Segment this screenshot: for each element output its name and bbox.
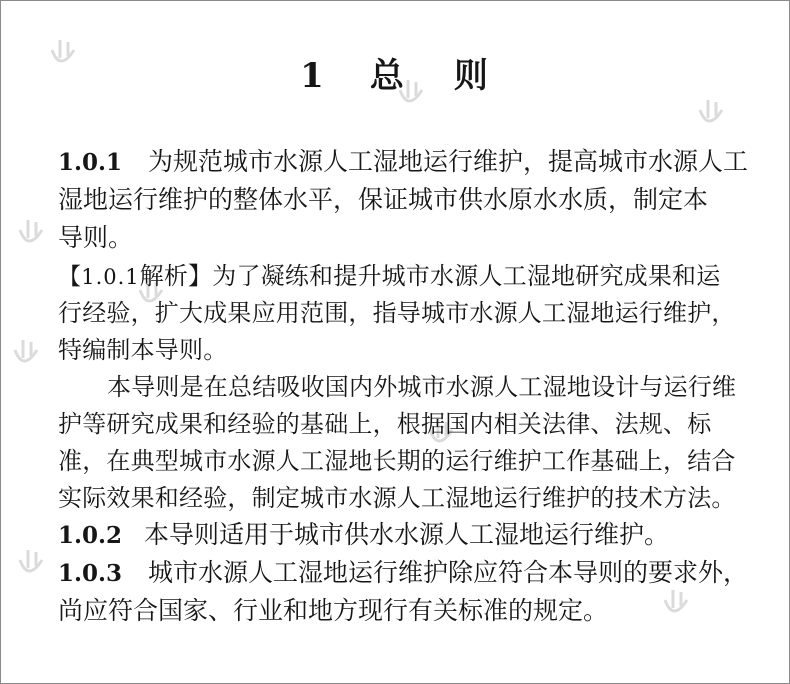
- clause-text: 城市水源人工湿地运行维护除应符合本导则的要求外，: [148, 558, 749, 587]
- clause-1-0-3-line-2: 尚应符合国家、行业和地方现行有关标准的规定。: [58, 596, 609, 625]
- clause-1-0-1-line-1: [58, 147, 758, 178]
- analysis-line-7: 实际效果和经验，制定城市水源人工湿地运行维护的技术方法。: [58, 484, 736, 512]
- analysis-line-1: [58, 261, 758, 292]
- chapter-number: 1: [300, 56, 326, 96]
- analysis-line-4: 本导则是在总结吸收国内外城市水源人工湿地设计与运行维: [107, 373, 737, 401]
- analysis-ref: 1.0.1: [81, 265, 140, 289]
- clause-number: 1.0.3: [58, 560, 123, 587]
- analysis-open-bracket: 【: [58, 264, 82, 290]
- chapter-title: [0, 48, 790, 97]
- chapter-title-char-1: 总: [369, 56, 406, 96]
- clause-1-0-1-line-3: 导则。: [58, 223, 134, 252]
- clause-text: 为规范城市水源人工湿地运行维护，提高城市水源人工: [148, 147, 749, 176]
- analysis-line-5: 护等研究成果和经验的基础上，根据国内相关法律、法规、标: [58, 410, 712, 438]
- analysis-line-6: 准，在典型城市水源人工湿地长期的运行维护工作基础上，结合: [58, 447, 736, 475]
- analysis-line-2: 行经验，扩大成果应用范围，指导城市水源人工湿地运行维护，: [58, 299, 736, 327]
- analysis-line-3: 特编制本导则。: [58, 336, 228, 364]
- clause-text: 本导则适用于城市供水水源人工湿地运行维护。: [144, 520, 670, 549]
- clause-1-0-3-line-1: [58, 558, 758, 589]
- clause-number: 1.0.2: [58, 522, 123, 549]
- clause-1-0-1-line-2: 湿地运行维护的整体水平，保证城市供水原水水质，制定本: [58, 185, 709, 214]
- analysis-label: 解析】: [139, 262, 213, 290]
- clause-number: 1.0.1: [58, 149, 123, 176]
- chapter-title-char-2: 则: [453, 56, 490, 96]
- clause-1-0-2-line-1: [58, 520, 758, 551]
- analysis-text: 为了凝练和提升城市水源人工湿地研究成果和运: [212, 262, 721, 290]
